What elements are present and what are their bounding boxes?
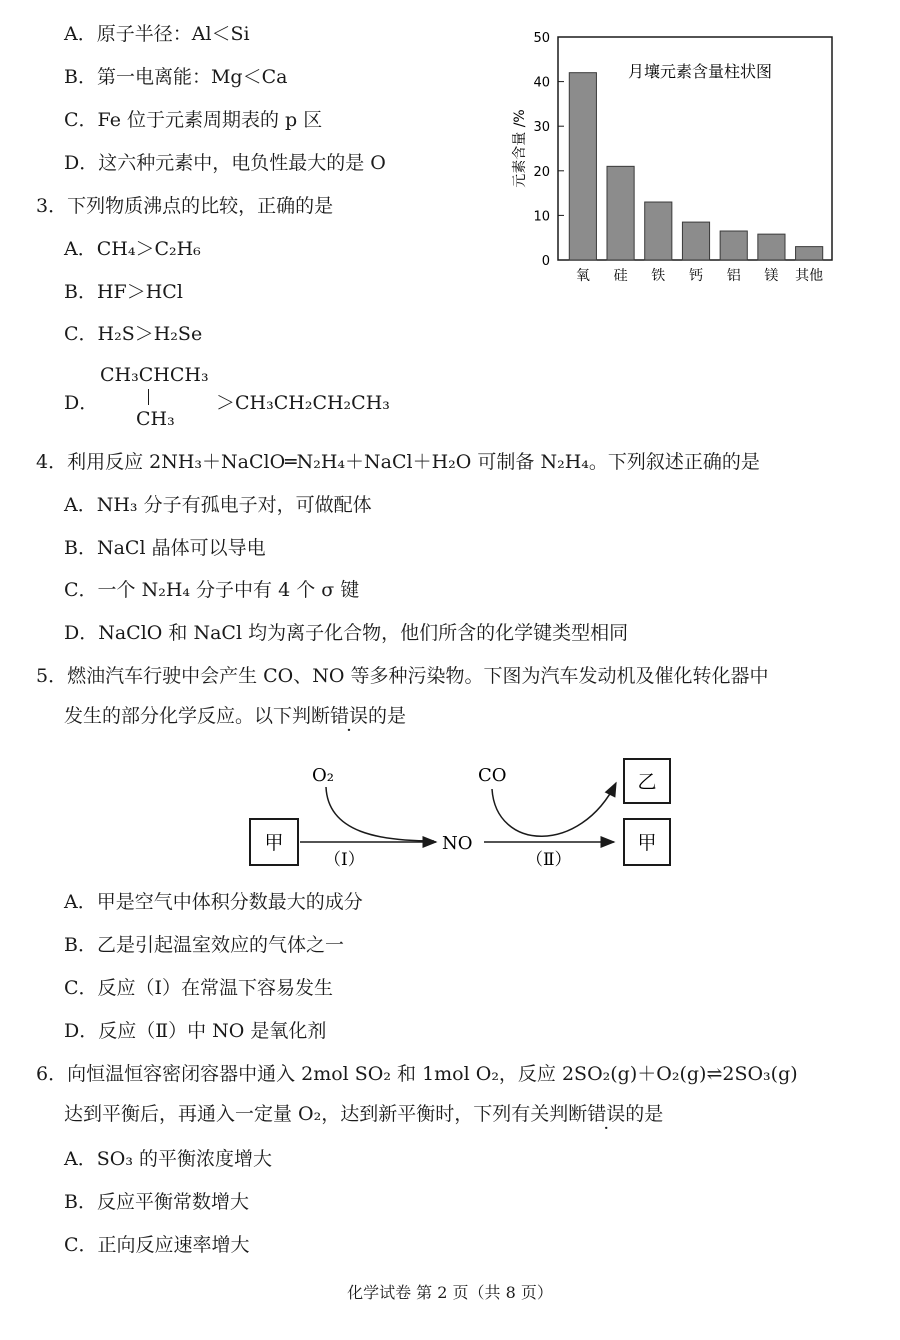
- y-tick-label: 40: [533, 75, 550, 91]
- no-label: NO: [442, 833, 473, 854]
- q4-stem: 4．利用反应 2NH₃＋NaClO═N₂H₄＋NaCl＋H₂O 可制备 N₂H₄。下列叙述正确的是: [36, 451, 760, 473]
- bar-3: [682, 222, 709, 260]
- x-tick-label: 氧: [575, 268, 590, 284]
- q2-option-d: D．这六种元素中，电负性最大的是 O: [64, 152, 386, 174]
- x-tick-label: 铝: [726, 268, 741, 284]
- bar-2: [645, 202, 672, 260]
- q6-option-a: A．SO₃ 的平衡浓度增大: [64, 1148, 272, 1170]
- x-tick-label: 镁: [764, 268, 779, 284]
- chart-bars: [569, 73, 822, 260]
- q3-option-d-formula-branch: CH₃: [136, 408, 175, 430]
- q5-stem-line1: 5．燃油汽车行驶中会产生 CO、NO 等多种污染物。下图为汽车发动机及催化转化器中: [36, 665, 769, 687]
- x-tick-label: 其他: [795, 268, 824, 284]
- q5-option-b: B．乙是引起温室效应的气体之一: [64, 934, 344, 956]
- q3-option-d-label: D．: [64, 392, 99, 414]
- reaction-diagram: [240, 755, 680, 875]
- x-tick-label: 铁: [651, 268, 666, 284]
- q5-option-a: A．甲是空气中体积分数最大的成分: [64, 891, 363, 913]
- x-tick-label: 硅: [613, 268, 628, 284]
- reaction-2-label: （Ⅱ）: [526, 850, 572, 870]
- q3-stem: 3．下列物质沸点的比较，正确的是: [36, 195, 334, 217]
- q5-emphasis: 错误: [330, 705, 369, 727]
- q6-emphasis: 错误: [587, 1103, 626, 1125]
- q4-option-d: D．NaClO 和 NaCl 均为离子化合物，他们所含的化学键类型相同: [64, 622, 629, 644]
- o2-label: O₂: [312, 765, 334, 786]
- box-jia-right-label: 甲: [637, 832, 657, 854]
- q3-option-a: A．CH₄＞C₂H₆: [64, 238, 201, 260]
- q4-option-b: B．NaCl 晶体可以导电: [64, 537, 266, 559]
- bar-1: [607, 166, 634, 260]
- q4-option-a: A．NH₃ 分子有孤电子对，可做配体: [64, 494, 372, 516]
- q2-option-a: A．原子半径：Al＜Si: [64, 23, 250, 45]
- bar-4: [720, 231, 747, 260]
- q3-option-b: B．HF＞HCl: [64, 281, 183, 303]
- q3-option-d-bond: [148, 389, 149, 405]
- q2-option-c: C．Fe 位于元素周期表的 p 区: [64, 109, 323, 131]
- y-tick-label: 0: [541, 254, 550, 269]
- reaction-1-label: （Ⅰ）: [324, 850, 365, 870]
- q5-option-c: C．反应（Ⅰ）在常温下容易发生: [64, 977, 334, 999]
- co-curve: [492, 783, 616, 836]
- y-tick-label: 50: [533, 31, 550, 46]
- q4-option-c: C．一个 N₂H₄ 分子中有 4 个 σ 键: [64, 579, 360, 601]
- q5-option-d: D．反应（Ⅱ）中 NO 是氧化剂: [64, 1020, 327, 1042]
- q3-option-d-formula-rest: ＞CH₃CH₂CH₂CH₃: [216, 392, 390, 414]
- y-tick-label: 10: [533, 209, 550, 225]
- box-jia-left-label: 甲: [264, 832, 284, 854]
- q3-option-d-formula-top: CH₃CHCH₃: [100, 364, 209, 386]
- co-label: CO: [478, 765, 507, 786]
- bar-chart: [500, 25, 840, 290]
- y-tick-label: 20: [533, 164, 550, 180]
- bar-5: [758, 234, 785, 260]
- q6-stem-line1: 6．向恒温恒容密闭容器中通入 2mol SO₂ 和 1mol O₂，反应 2SO₂(g)＋O₂(g)⇌2SO₃(g): [36, 1063, 798, 1085]
- bar-0: [569, 73, 596, 260]
- q5-stem-line2: 发生的部分化学反应。以下判断错误的是: [64, 705, 407, 727]
- o2-curve: [326, 787, 434, 841]
- q2-option-b: B．第一电离能：Mg＜Ca: [64, 66, 288, 88]
- page-footer: 化学试卷 第 2 页（共 8 页）: [347, 1283, 553, 1302]
- q6-option-c: C．正向反应速率增大: [64, 1234, 250, 1256]
- y-tick-label: 30: [533, 120, 550, 136]
- y-axis-label: 元素含量 /%: [512, 109, 528, 188]
- q6-option-b: B．反应平衡常数增大: [64, 1191, 249, 1213]
- chart-title: 月壤元素含量柱状图: [627, 62, 773, 81]
- bar-6: [796, 247, 823, 260]
- x-tick-label: 钙: [689, 268, 703, 284]
- q6-stem-line2: 达到平衡后，再通入一定量 O₂，达到新平衡时，下列有关判断错误的是: [64, 1103, 664, 1125]
- box-yi-label: 乙: [637, 771, 657, 793]
- q3-option-c: C．H₂S＞H₂Se: [64, 323, 203, 345]
